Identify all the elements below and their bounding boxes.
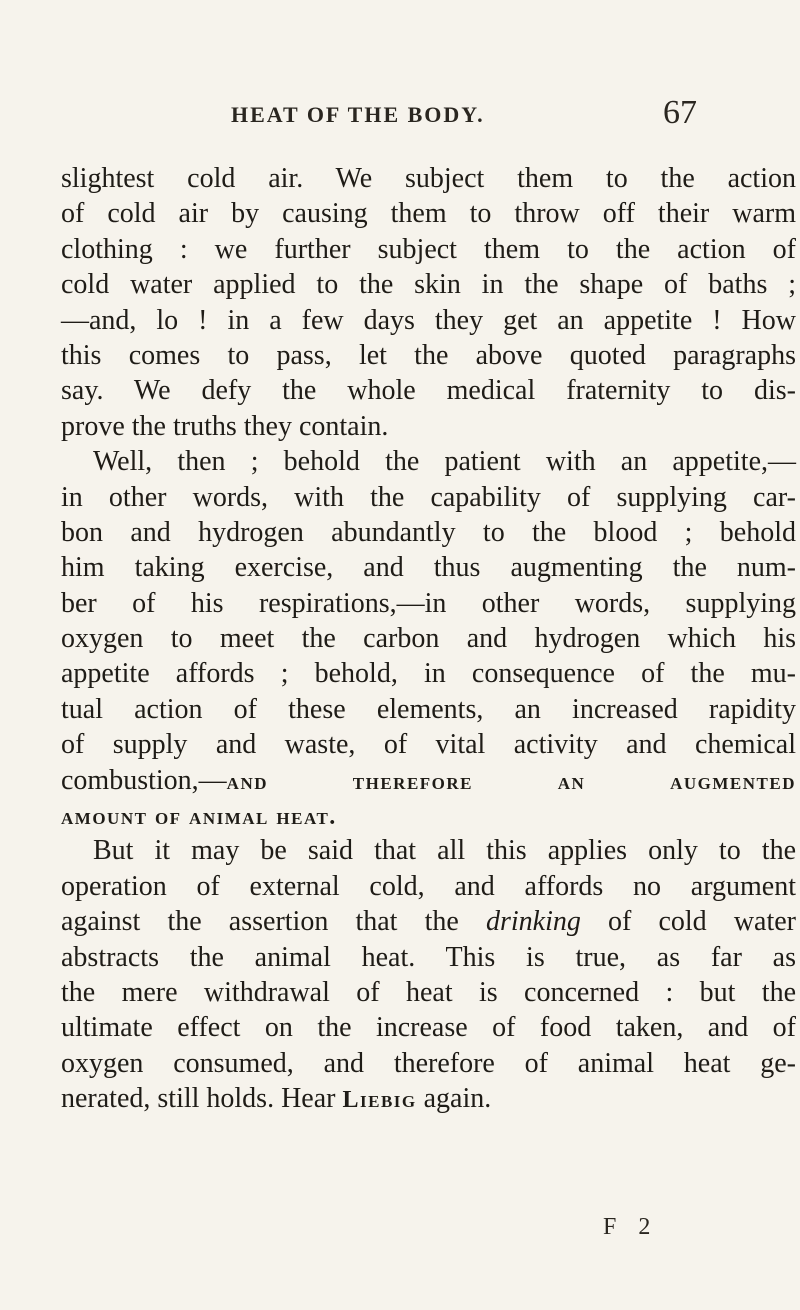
text-line: say. We defy the whole medical fraternity to dis-	[61, 375, 796, 407]
text-segment: combustion,—	[61, 764, 227, 796]
smallcaps-segment: amount of animal heat.	[61, 804, 337, 831]
text-segment: again.	[416, 1083, 492, 1115]
text-line	[61, 798, 796, 833]
text-line: slightest cold air. We subject them to the action	[61, 163, 796, 194]
text-line: But it may be said that all this applies only to the	[93, 835, 796, 867]
text-line: of supply and waste, of vital activity and chemical	[61, 729, 796, 761]
text-line: appetite affords ; behold, in consequence of the mu-	[61, 658, 796, 690]
text-line: cold water applied to the skin in the shape of baths ;	[61, 269, 796, 301]
text-line: —and, lo ! in a few days they get an appetite ! How	[61, 304, 796, 336]
text-line	[61, 763, 796, 798]
text-line: clothing : we further subject them to the action of	[61, 233, 796, 265]
signature-mark: F 2	[603, 1214, 659, 1240]
text-line: Well, then ; behold the patient with an appetite,—	[93, 446, 796, 478]
text-line: of cold air by causing them to throw off their warm	[61, 198, 796, 230]
text-line: abstracts the animal heat. This is true, as far as	[61, 941, 796, 973]
text-line: this comes to pass, let the above quoted paragraphs	[61, 339, 796, 371]
text-line: operation of external cold, and affords no argument	[61, 870, 796, 902]
text-segment: against the assertion that the	[61, 906, 486, 938]
body-text	[61, 161, 796, 1117]
italic-word: drinking	[485, 906, 581, 938]
text-segment: of cold water	[580, 906, 796, 938]
text-line: the mere withdrawal of heat is concerned : but the	[61, 976, 796, 1008]
text-line	[61, 904, 796, 939]
author-name: Liebig	[342, 1087, 417, 1114]
text-line: in other words, with the capability of supplying car-	[61, 481, 796, 513]
text-line: oxygen consumed, and therefore of animal heat ge-	[61, 1047, 796, 1079]
text-line: ber of his respirations,—in other words, supplying	[61, 587, 796, 619]
page-header	[0, 94, 800, 134]
text-line: prove the truths they contain.	[61, 410, 389, 442]
smallcaps-segment: and therefore an augmented	[226, 768, 796, 795]
text-line: ultimate effect on the increase of food taken, and of	[61, 1012, 796, 1044]
page-number: 67	[663, 94, 697, 131]
text-line: oxygen to meet the carbon and hydrogen which his	[61, 623, 796, 655]
text-line: him taking exercise, and thus augmenting the num-	[61, 552, 796, 584]
text-line	[61, 1081, 796, 1116]
text-line: bon and hydrogen abundantly to the blood ; behold	[61, 516, 796, 548]
text-segment: nerated, still holds. Hear	[61, 1083, 343, 1115]
text-line: tual action of these elements, an increased rapidity	[61, 693, 796, 725]
running-head: HEAT OF THE BODY.	[231, 102, 485, 127]
